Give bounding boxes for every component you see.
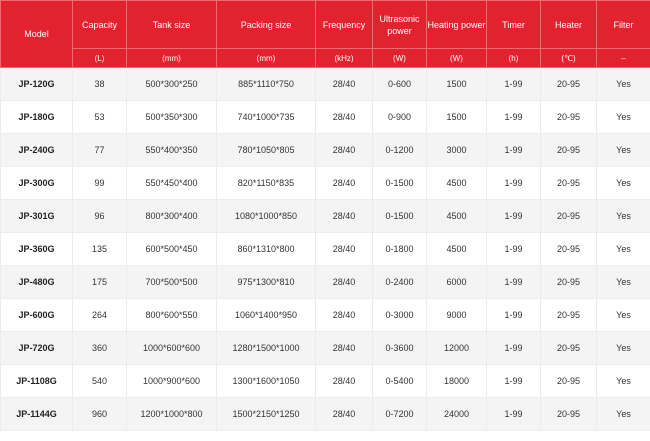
filter-cell: Yes [597, 398, 650, 431]
capacity-cell: 99 [73, 167, 127, 200]
frequency-cell: 28/40 [316, 68, 373, 101]
tank-size-cell: 550*400*350 [127, 134, 217, 167]
heating-power-cell: 1500 [427, 68, 487, 101]
filter-cell: Yes [597, 365, 650, 398]
frequency-cell: 28/40 [316, 299, 373, 332]
filter-cell: Yes [597, 101, 650, 134]
capacity-cell: 38 [73, 68, 127, 101]
heating-power-cell: 4500 [427, 233, 487, 266]
unit-packing-size: (mm) [217, 49, 316, 68]
timer-cell: 1-99 [487, 200, 541, 233]
heater-cell: 20-95 [541, 365, 597, 398]
ultrasonic-power-cell: 0-3600 [373, 332, 427, 365]
frequency-cell: 28/40 [316, 266, 373, 299]
model-cell: JP-180G [1, 101, 73, 134]
unit-capacity: (L) [73, 49, 127, 68]
heater-cell: 20-95 [541, 167, 597, 200]
filter-cell: Yes [597, 332, 650, 365]
tank-size-cell: 550*450*400 [127, 167, 217, 200]
table-row [1, 167, 650, 200]
header-heater: Heater [541, 1, 597, 49]
table-row [1, 365, 650, 398]
heating-power-cell: 1500 [427, 101, 487, 134]
table-body [1, 68, 650, 431]
heating-power-cell: 24000 [427, 398, 487, 431]
ultrasonic-power-cell: 0-1200 [373, 134, 427, 167]
unit-tank-size: (mm) [127, 49, 217, 68]
header-heating-power: Heating power [427, 1, 487, 49]
capacity-cell: 175 [73, 266, 127, 299]
frequency-cell: 28/40 [316, 167, 373, 200]
frequency-cell: 28/40 [316, 365, 373, 398]
table-row [1, 134, 650, 167]
frequency-cell: 28/40 [316, 398, 373, 431]
unit-timer: (h) [487, 49, 541, 68]
timer-cell: 1-99 [487, 68, 541, 101]
capacity-cell: 96 [73, 200, 127, 233]
heater-cell: 20-95 [541, 266, 597, 299]
header-row [1, 1, 650, 49]
frequency-cell: 28/40 [316, 233, 373, 266]
filter-cell: Yes [597, 134, 650, 167]
packing-size-cell: 1080*1000*850 [217, 200, 316, 233]
ultrasonic-power-cell: 0-2400 [373, 266, 427, 299]
ultrasonic-power-cell: 0-1800 [373, 233, 427, 266]
heating-power-cell: 9000 [427, 299, 487, 332]
heating-power-cell: 18000 [427, 365, 487, 398]
header-tank-size: Tank size [127, 1, 217, 49]
table-row [1, 266, 650, 299]
header-ultrasonic-power: Ultrasonic power [373, 1, 427, 49]
filter-cell: Yes [597, 68, 650, 101]
heating-power-cell: 6000 [427, 266, 487, 299]
model-cell: JP-240G [1, 134, 73, 167]
model-cell: JP-360G [1, 233, 73, 266]
table-row [1, 233, 650, 266]
heater-cell: 20-95 [541, 200, 597, 233]
timer-cell: 1-99 [487, 299, 541, 332]
tank-size-cell: 700*500*500 [127, 266, 217, 299]
unit-ultrasonic-power: (W) [373, 49, 427, 68]
frequency-cell: 28/40 [316, 134, 373, 167]
header-packing-size: Packing size [217, 1, 316, 49]
packing-size-cell: 885*1110*750 [217, 68, 316, 101]
table-row [1, 398, 650, 431]
tank-size-cell: 500*300*250 [127, 68, 217, 101]
unit-frequency: (kHz) [316, 49, 373, 68]
ultrasonic-power-cell: 0-900 [373, 101, 427, 134]
heating-power-cell: 3000 [427, 134, 487, 167]
filter-cell: Yes [597, 299, 650, 332]
frequency-cell: 28/40 [316, 200, 373, 233]
packing-size-cell: 740*1000*735 [217, 101, 316, 134]
model-cell: JP-600G [1, 299, 73, 332]
heater-cell: 20-95 [541, 68, 597, 101]
filter-cell: Yes [597, 200, 650, 233]
model-cell: JP-720G [1, 332, 73, 365]
packing-size-cell: 820*1150*835 [217, 167, 316, 200]
timer-cell: 1-99 [487, 332, 541, 365]
packing-size-cell: 1280*1500*1000 [217, 332, 316, 365]
timer-cell: 1-99 [487, 167, 541, 200]
capacity-cell: 264 [73, 299, 127, 332]
heater-cell: 20-95 [541, 398, 597, 431]
table-header [1, 1, 650, 68]
table-row [1, 299, 650, 332]
model-cell: JP-1108G [1, 365, 73, 398]
capacity-cell: 960 [73, 398, 127, 431]
model-cell: JP-480G [1, 266, 73, 299]
header-capacity: Capacity [73, 1, 127, 49]
timer-cell: 1-99 [487, 101, 541, 134]
timer-cell: 1-99 [487, 134, 541, 167]
heater-cell: 20-95 [541, 332, 597, 365]
packing-size-cell: 860*1310*800 [217, 233, 316, 266]
timer-cell: 1-99 [487, 266, 541, 299]
filter-cell: Yes [597, 266, 650, 299]
header-frequency: Frequency [316, 1, 373, 49]
ultrasonic-power-cell: 0-3000 [373, 299, 427, 332]
table-row [1, 101, 650, 134]
unit-filter: – [597, 49, 650, 68]
ultrasonic-power-cell: 0-7200 [373, 398, 427, 431]
capacity-cell: 540 [73, 365, 127, 398]
header-filter: Filter [597, 1, 650, 49]
timer-cell: 1-99 [487, 365, 541, 398]
unit-heating-power: (W) [427, 49, 487, 68]
frequency-cell: 28/40 [316, 332, 373, 365]
filter-cell: Yes [597, 233, 650, 266]
ultrasonic-power-cell: 0-5400 [373, 365, 427, 398]
capacity-cell: 77 [73, 134, 127, 167]
capacity-cell: 135 [73, 233, 127, 266]
tank-size-cell: 1000*900*600 [127, 365, 217, 398]
packing-size-cell: 780*1050*805 [217, 134, 316, 167]
table-row [1, 332, 650, 365]
timer-cell: 1-99 [487, 398, 541, 431]
heating-power-cell: 4500 [427, 167, 487, 200]
packing-size-cell: 1300*1600*1050 [217, 365, 316, 398]
packing-size-cell: 975*1300*810 [217, 266, 316, 299]
tank-size-cell: 800*600*550 [127, 299, 217, 332]
heater-cell: 20-95 [541, 233, 597, 266]
heating-power-cell: 4500 [427, 200, 487, 233]
filter-cell: Yes [597, 167, 650, 200]
heater-cell: 20-95 [541, 134, 597, 167]
tank-size-cell: 1200*1000*800 [127, 398, 217, 431]
tank-size-cell: 500*350*300 [127, 101, 217, 134]
capacity-cell: 360 [73, 332, 127, 365]
capacity-cell: 53 [73, 101, 127, 134]
model-cell: JP-1144G [1, 398, 73, 431]
model-cell: JP-120G [1, 68, 73, 101]
model-cell: JP-300G [1, 167, 73, 200]
tank-size-cell: 800*300*400 [127, 200, 217, 233]
tank-size-cell: 1000*600*600 [127, 332, 217, 365]
ultrasonic-power-cell: 0-1500 [373, 200, 427, 233]
table-row [1, 68, 650, 101]
heating-power-cell: 12000 [427, 332, 487, 365]
tank-size-cell: 600*500*450 [127, 233, 217, 266]
packing-size-cell: 1060*1400*950 [217, 299, 316, 332]
unit-heater: (℃) [541, 49, 597, 68]
table-row [1, 200, 650, 233]
packing-size-cell: 1500*2150*1250 [217, 398, 316, 431]
model-cell: JP-301G [1, 200, 73, 233]
ultrasonic-power-cell: 0-600 [373, 68, 427, 101]
header-timer: Timer [487, 1, 541, 49]
heater-cell: 20-95 [541, 101, 597, 134]
heater-cell: 20-95 [541, 299, 597, 332]
unit-row [1, 49, 650, 68]
ultrasonic-power-cell: 0-1500 [373, 167, 427, 200]
timer-cell: 1-99 [487, 233, 541, 266]
header-model: Model [1, 1, 73, 68]
frequency-cell: 28/40 [316, 101, 373, 134]
